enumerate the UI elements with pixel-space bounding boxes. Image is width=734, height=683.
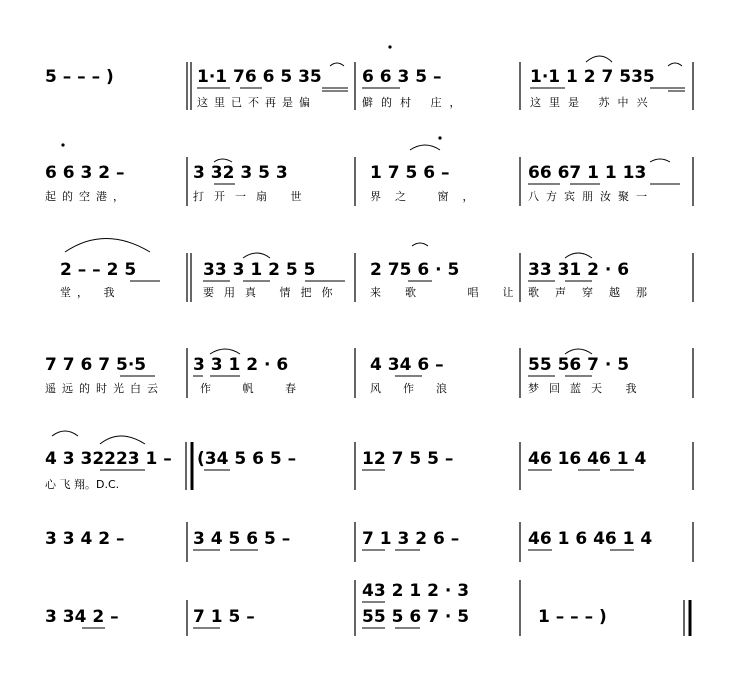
row7-seg4-notes: 1 – – – ) [538,607,607,627]
row-4 [45,348,693,398]
row3-seg3-notes: 2 75 6 · 5 [370,260,460,280]
row1-seg4-notes: 1·1 1 2 7 535 [530,67,655,87]
row6-seg4-notes: 46 1 6 46 1 4 [528,529,653,549]
row-2 [45,136,693,206]
row2-seg1-notes: 6 6 3 2 – [45,163,125,183]
row3-seg4-notes: 33 31 2 · 6 [528,260,630,280]
row2-seg3-lyrics: 界之 窗， [370,190,488,203]
row6-seg2-notes: 3 4 5 6 5 – [193,529,291,549]
row6-seg1-notes: 3 3 4 2 – [45,529,125,549]
row-3 [60,239,693,303]
row4-seg3-notes: 4 34 6 – [370,355,444,375]
row7-seg3-notes: 55 5 6 7 · 5 [362,607,470,627]
row1-seg2-lyrics: 这里已不再是偏 [197,96,316,109]
row3-seg1-lyrics: 堂， 我 [60,286,121,299]
row4-seg2-lyrics: 作 帆 春 [200,382,310,395]
row2-seg4-notes: 66 67 1 1 13 [528,163,647,183]
row4-seg3-lyrics: 风作浪 [370,382,469,395]
row4-seg4-notes: 55 56 7 · 5 [528,355,630,375]
row5-seg1-notes: 4 3 32223 1 – [45,449,172,469]
row2-seg1-lyrics: 起的空港， [45,190,130,203]
row1-seg1-notes: 5 – – – ) [45,67,114,87]
row7-seg2-notes: 7 1 5 – [193,607,255,627]
row5-seg3-notes: 12 7 5 5 – [362,449,454,469]
row-5 [45,431,693,491]
row7-seg3-upper-notes: 43 2 1 2 · 3 [362,581,470,601]
row1-seg4-lyrics: 这里是 苏中兴 [530,96,656,109]
row2-seg2-lyrics: 打开一扇 世 [193,190,312,203]
row4-seg4-lyrics: 梦回蓝天 我 [528,382,647,395]
row-7 [45,580,690,636]
row7-seg1-notes: 3 34 2 – [45,607,119,627]
row1-seg2-notes: 1·1 76 6 5 35 [197,67,322,87]
row2-seg3-notes: 1 7 5 6 – [370,163,450,183]
row1-seg3-lyrics: 僻的村 庄， [362,96,469,109]
row5-seg4-notes: 46 16 46 1 4 [528,449,647,469]
row3-seg1-notes: 2 – – 2 5 [60,260,137,280]
row2-seg4-lyrics: 八方宾朋汝聚一 [528,190,654,203]
row6-seg3-notes: 7 1 3 2 6 – [362,529,460,549]
row3-seg2-lyrics: 要用真 情把你 [203,286,343,299]
row5-seg1-lyrics: 心 飞 翔。D.C. [45,478,120,491]
row-1 [45,45,693,110]
row3-seg2-notes: 33 3 1 2 5 5 [203,260,316,280]
row4-seg1-lyrics: 遥远的时光白云 [45,382,164,395]
row3-seg4-lyrics: 歌声穿越那 [528,286,663,299]
row4-seg2-notes: 3 3 1 2 · 6 [193,355,289,375]
row-6 [45,522,693,562]
row1-seg3-notes: 6 6 3 5 – [362,67,442,87]
row2-seg2-notes: 3 32 3 5 3 [193,163,288,183]
row3-seg3-lyrics: 来歌 唱让 [370,286,538,299]
row4-seg1-notes: 7 7 6 7 5·5 [45,355,147,375]
row5-seg2-notes: (34 5 6 5 – [197,449,297,469]
